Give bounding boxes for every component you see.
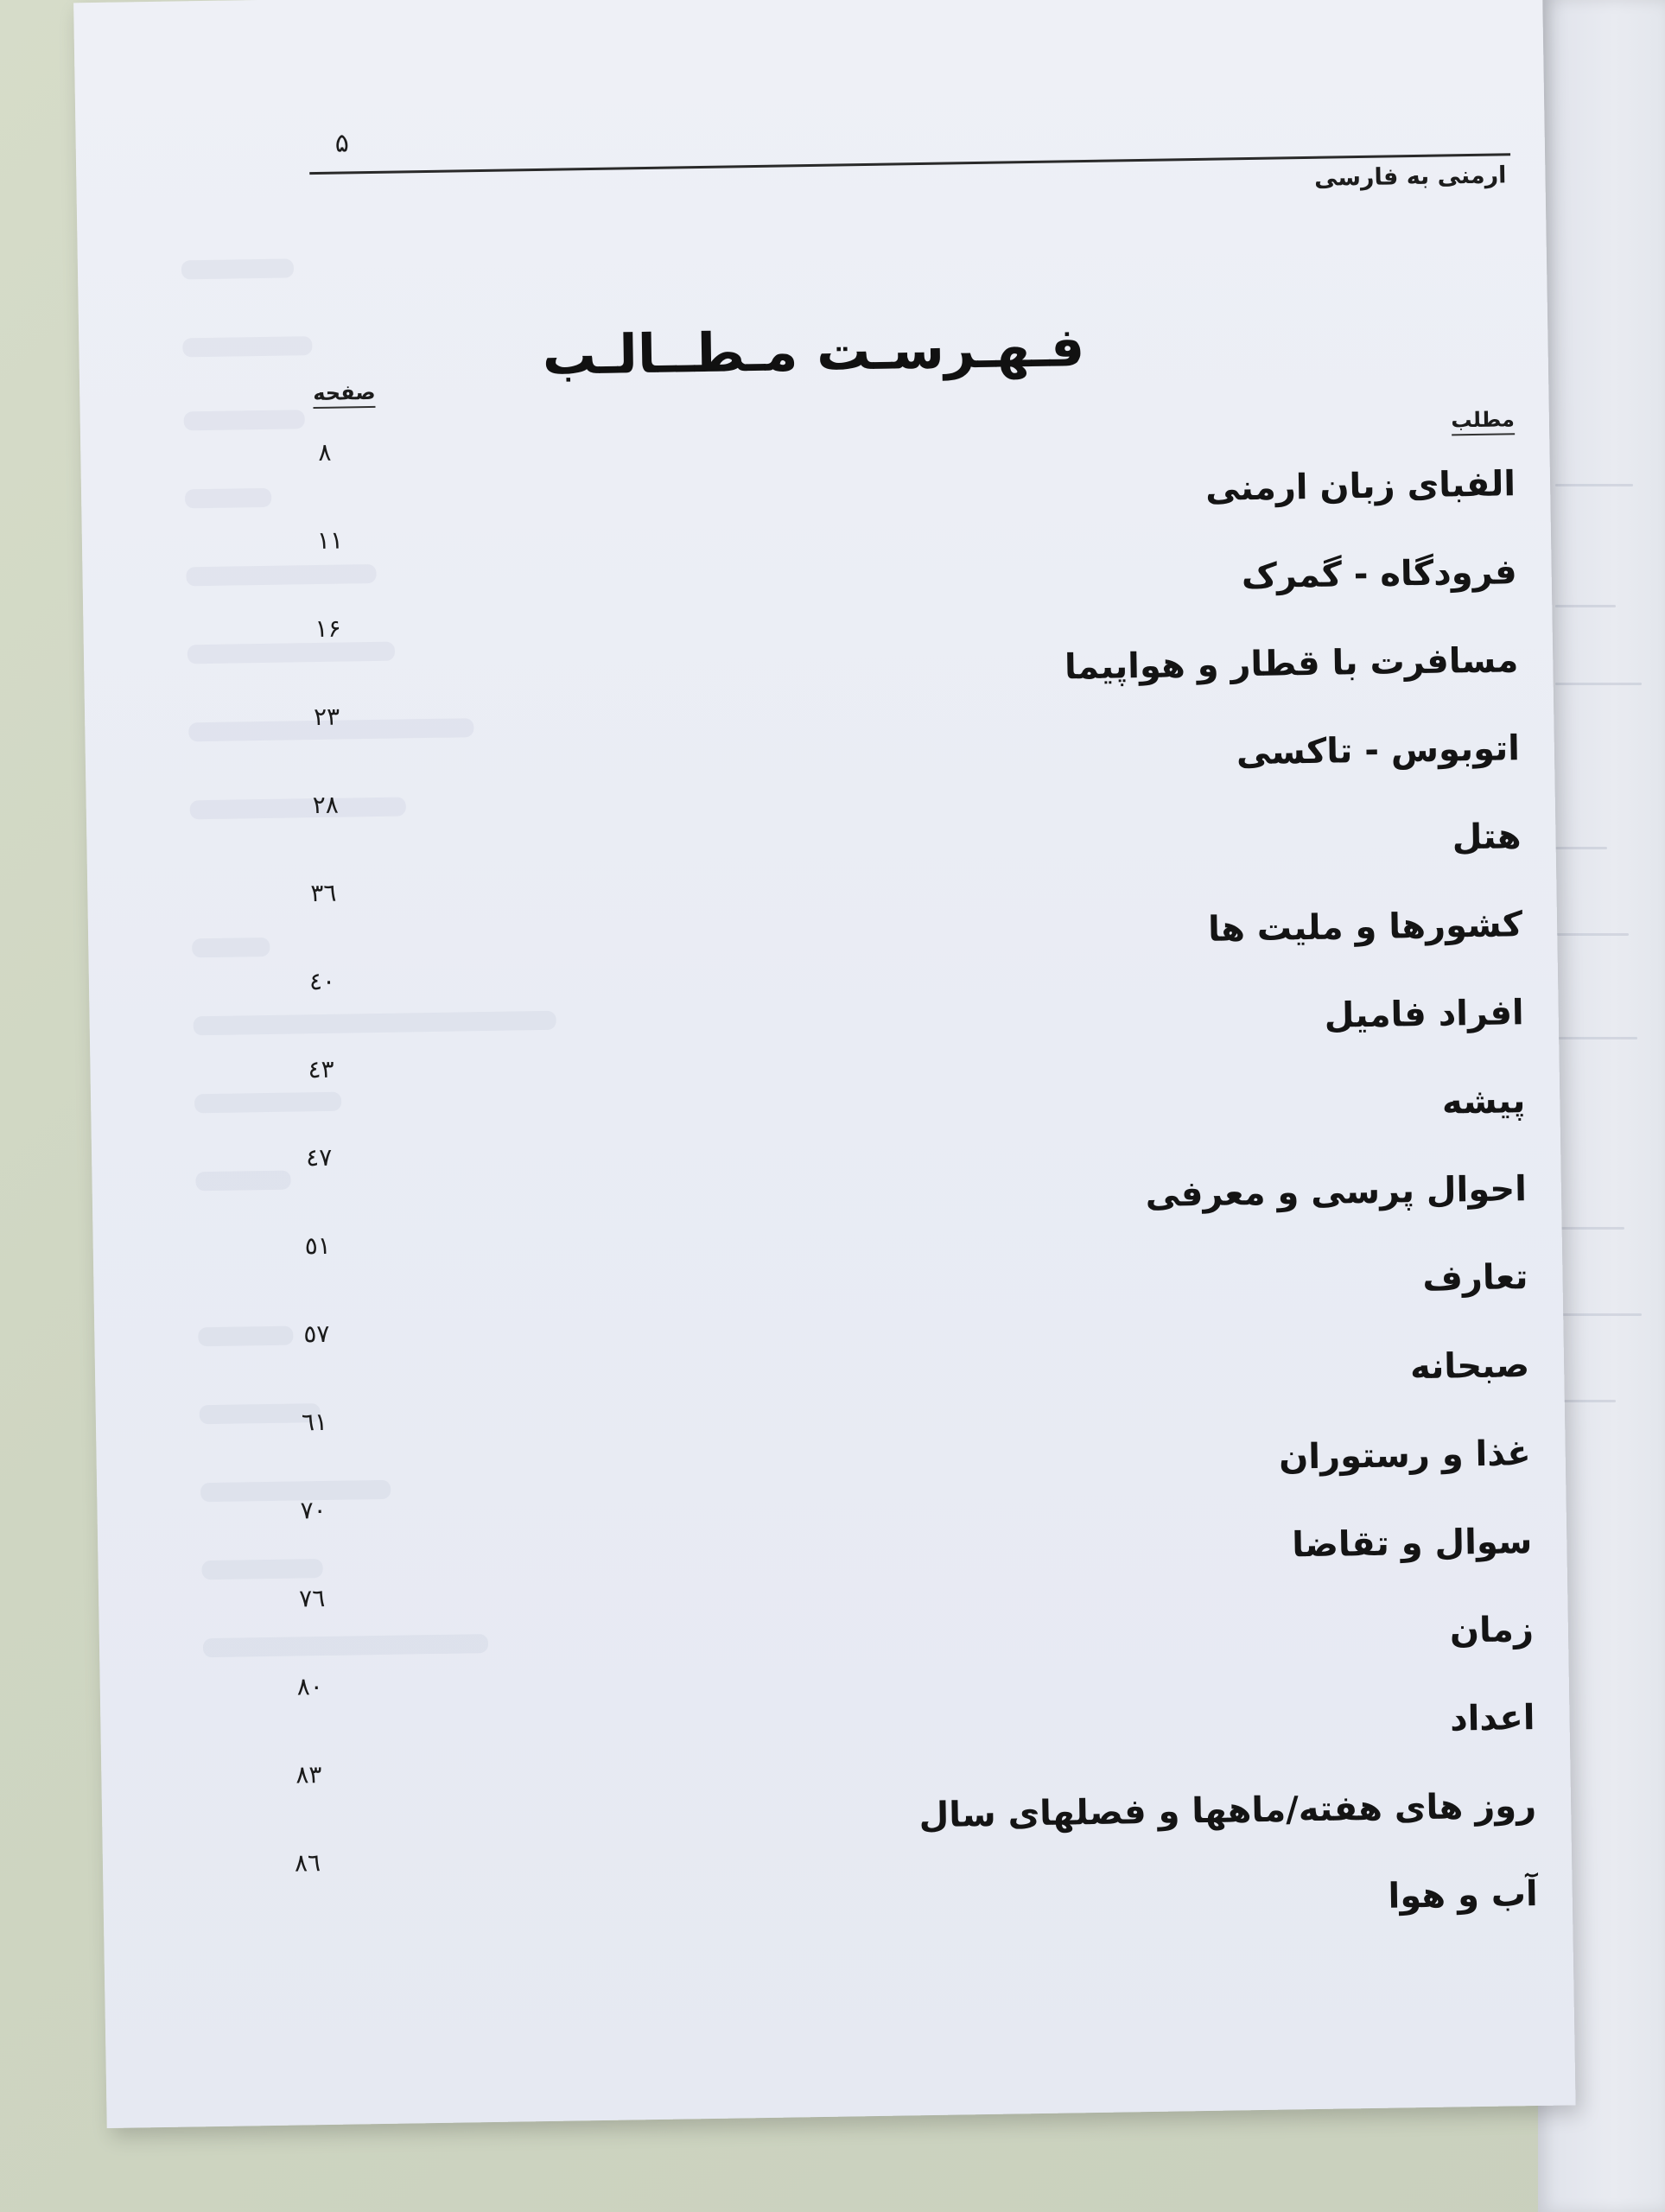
- toc-entry-title: مسافرت با قطار و هواپیما: [1064, 640, 1519, 688]
- toc-entry-page: ٤٣: [308, 1054, 334, 1084]
- toc-entry-page: ٦١: [301, 1407, 328, 1437]
- toc-entry-page: ۸٦: [294, 1848, 321, 1878]
- running-header-title: ارمنی به فارسی: [1313, 162, 1507, 192]
- bleed-through-line: [1555, 1313, 1642, 1316]
- toc-entry-page: ۸: [318, 437, 332, 467]
- toc-entry-title: صبحانه: [1409, 1345, 1530, 1388]
- toc-entry-page: ۷۰: [300, 1495, 327, 1525]
- toc-heading: فـهـرسـت مـطــالـب: [542, 315, 1085, 387]
- toc-entry-title: تعارف: [1422, 1257, 1528, 1300]
- toc-entry-title: اعداد: [1449, 1698, 1535, 1739]
- toc-entry-title: اتوبوس - تاکسی: [1236, 728, 1521, 773]
- toc-entry-title: احوال پرسی و معرفی: [1145, 1169, 1528, 1216]
- toc-entry-page: ۲۸: [312, 790, 340, 820]
- toc-entry-title: هتل: [1452, 817, 1522, 858]
- toc-entry-page: ٥١: [304, 1230, 332, 1261]
- bleed-through-line: [1555, 1037, 1637, 1039]
- toc-entry-page: ۷٦: [298, 1584, 326, 1613]
- toc-entry-title: زمان: [1449, 1610, 1535, 1651]
- toc-entry-page: ٤٧: [305, 1142, 333, 1173]
- toc-entry-title: آب و هوا: [1388, 1874, 1539, 1916]
- page-number: ۵: [334, 128, 350, 159]
- toc-entry-page: ٥٧: [303, 1319, 330, 1349]
- toc-entry-title: کشورها و ملیت ها: [1207, 905, 1523, 950]
- toc-list: [73, 0, 1575, 2128]
- bleed-through-line: [1555, 1227, 1624, 1230]
- toc-entry-title: سوال و تقاضا: [1291, 1522, 1533, 1566]
- toc-entry-title: غذا و رستوران: [1278, 1433, 1532, 1478]
- toc-entry-title: پیشه: [1441, 1081, 1526, 1122]
- toc-entry-page: ۱۱: [316, 525, 344, 555]
- toc-entry-page: ٤٠: [308, 966, 336, 996]
- toc-entry-page: ۸۰: [296, 1672, 324, 1701]
- book-page: [73, 0, 1575, 2128]
- bleed-through-line: [1555, 933, 1629, 936]
- bleed-through-line: [1555, 484, 1633, 486]
- toc-entry-title: روز های هفته/ماهها و فصلهای سال: [918, 1786, 1537, 1836]
- toc-entry-page: ۲۳: [313, 702, 340, 732]
- toc-entry-page: ۱۶: [315, 613, 341, 644]
- toc-entry-page: ۳٦: [310, 878, 337, 908]
- page-column-label: صفحه: [313, 380, 376, 409]
- toc-entry-title: فرودگاه - گمرک: [1241, 552, 1518, 597]
- bleed-through-line: [1555, 605, 1616, 607]
- toc-entry-title: افراد فامیل: [1324, 993, 1525, 1036]
- toc-entry-title: الفبای زبان ارمنی: [1204, 464, 1516, 509]
- bleed-through-line: [1555, 847, 1607, 849]
- toc-entry-page: ۸۳: [296, 1760, 322, 1789]
- bleed-through-line: [1555, 683, 1642, 685]
- topic-column-label: مطلب: [1451, 407, 1515, 435]
